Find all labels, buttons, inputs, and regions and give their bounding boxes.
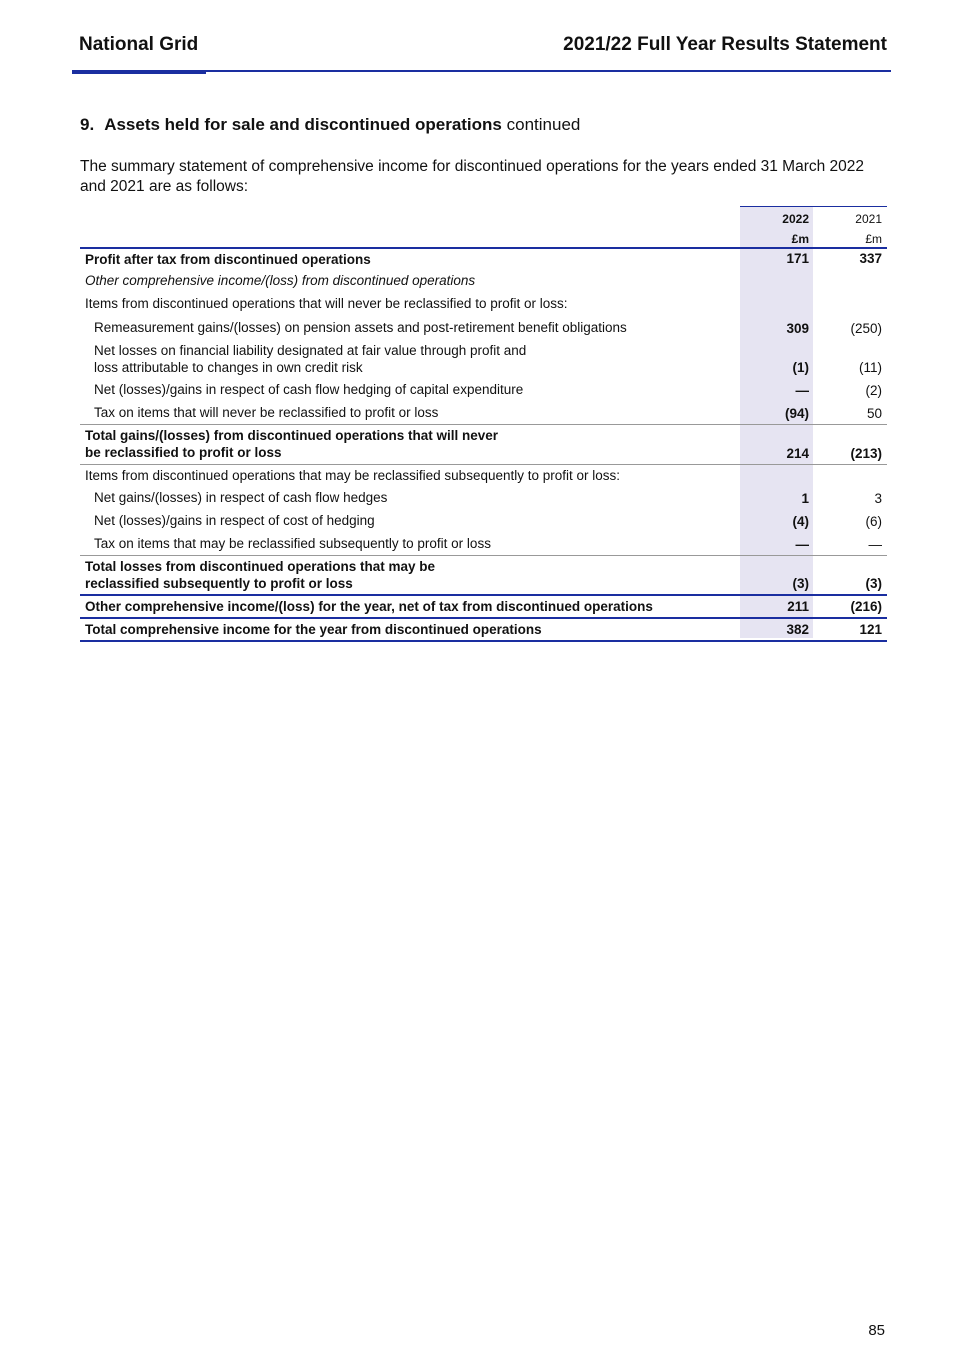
- table-row: Net (losses)/gains in respect of cost of hedging (4) (6): [94, 513, 882, 529]
- intro-paragraph: The summary statement of comprehensive income for discontinued operations for the years ended 31 March 2022 and 2021 are as follows:: [80, 158, 865, 195]
- table-row: Net (losses)/gains in respect of cash flow hedging of capital expenditure — (2): [94, 382, 882, 398]
- col-2021-year: 2021: [855, 212, 882, 226]
- table-row: Profit after tax from discontinued operations 171 337: [80, 248, 887, 269]
- header-row-unit: [80, 227, 887, 248]
- col-2022-year: 2022: [782, 212, 809, 226]
- col-2021-unit: £m: [865, 232, 882, 246]
- table-row: Tax on items that will never be reclassified to profit or loss (94) 50: [94, 404, 882, 421]
- col-2022-unit: £m: [791, 232, 809, 246]
- table-row: Total losses from discontinued operations that may be reclassified subsequently to profit or loss (3) (3): [80, 555, 887, 595]
- brand-name: National Grid: [79, 34, 199, 55]
- table-row: Net losses on financial liability designated at fair value through profit and loss attributable to changes in own credit risk (1) (11): [94, 342, 882, 375]
- section-suffix: continued: [506, 115, 581, 134]
- section-title: Assets held for sale and discontinued operations: [104, 115, 502, 134]
- section-heading: [80, 115, 580, 135]
- header-row-year: [80, 207, 887, 227]
- table-row: Other comprehensive income/(loss) from discontinued operations: [85, 273, 476, 288]
- comprehensive-income-table: [80, 207, 887, 642]
- table-row: Other comprehensive income/(loss) for the year, net of tax from discontinued operations 211 (216): [80, 595, 887, 618]
- table-row: Remeasurement gains/(losses) on pension assets and post-retirement benefit obligations 309 (250): [94, 319, 882, 336]
- table-row: Items from discontinued operations that will never be reclassified to profit or loss:: [85, 296, 568, 311]
- document-title: 2021/22 Full Year Results Statement: [563, 34, 887, 55]
- header-rule-accent: [72, 70, 206, 74]
- table-row: Net gains/(losses) in respect of cash flow hedges 1 3: [94, 490, 882, 506]
- table-row: Items from discontinued operations that may be reclassified subsequently to profit or loss:: [80, 464, 887, 486]
- page-number: 85: [868, 1322, 885, 1339]
- table-row: Total comprehensive income for the year from discontinued operations 382 121: [80, 618, 887, 641]
- table-row: Tax on items that may be reclassified subsequently to profit or loss — —: [94, 535, 882, 552]
- section-number: 9.: [80, 115, 95, 134]
- table-row: Total gains/(losses) from discontinued operations that will never be reclassified to profit or loss 214 (213): [80, 424, 887, 464]
